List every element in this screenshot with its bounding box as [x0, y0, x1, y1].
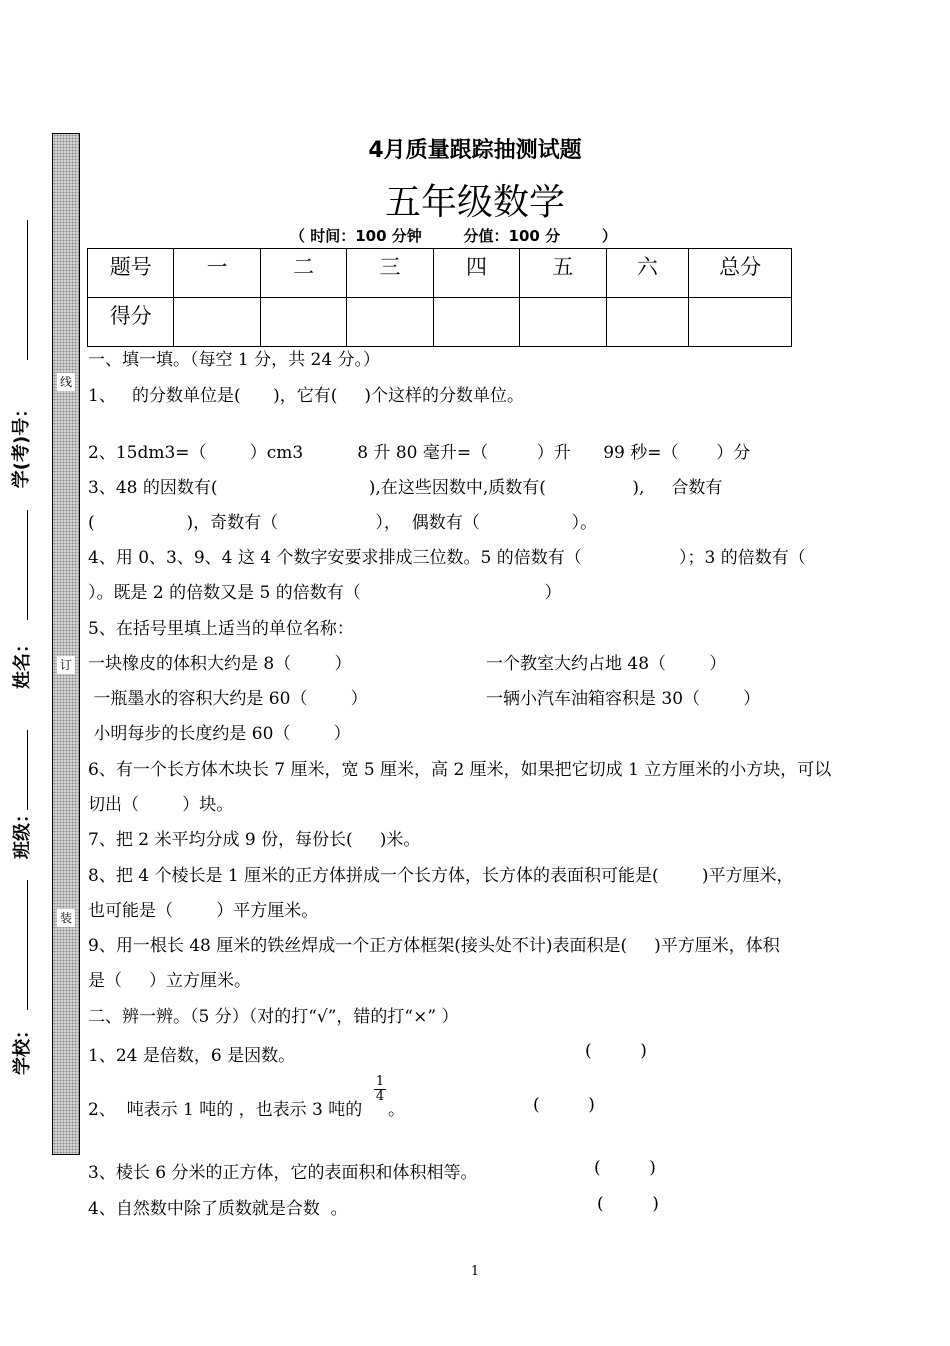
score-input-cell[interactable]: [347, 298, 433, 347]
question-line: 是（ ）立方厘米。: [88, 971, 252, 991]
table-cell: 六: [606, 249, 689, 298]
table-cell: 一: [174, 249, 260, 298]
judge-answer-blank[interactable]: ( ): [585, 1041, 647, 1061]
section1-heading: 一、填一填。（每空 1 分，共 24 分。）: [88, 350, 381, 370]
table-cell: 三: [347, 249, 433, 298]
question-line: 9、用一根长 48 厘米的铁丝焊成一个正方体框架(接头处不计)表面积是( )平方厘米，体积: [88, 936, 780, 956]
table-cell: 四: [433, 249, 519, 298]
school-label: 学校：: [12, 1021, 33, 1075]
page-number: 1: [470, 1264, 480, 1279]
question-line: 8、把 4 个棱长是 1 厘米的正方体拼成一个长方体，长方体的表面积可能是( )平方厘米，: [88, 866, 794, 886]
exam-title: 4月质量跟踪抽测试题: [368, 138, 582, 163]
question-line: 1、 的分数单位是( )，它有( )个这样的分数单位。: [88, 386, 524, 406]
judge-answer-blank[interactable]: ( ): [597, 1194, 659, 1214]
fraction-denominator: 4: [375, 1089, 385, 1104]
section2-heading: 二、辨一辨。（5 分）（对的打“√”，错的打“×” ）: [88, 1007, 459, 1027]
name-underline: [27, 510, 28, 620]
fraction-numerator: 1: [375, 1074, 385, 1089]
question-line: 也可能是（ ）平方厘米。: [88, 901, 319, 921]
cut-line-marker: 线: [57, 373, 75, 391]
class-label: 班级：: [12, 805, 33, 859]
name-label: 姓名：: [12, 635, 33, 689]
question-line: ( )，奇数有（ ）， 偶数有（ ）。: [88, 513, 598, 533]
judge-item-text: 3、棱长 6 分米的正方体，它的表面积和体积相等。: [88, 1163, 478, 1183]
question-line: 3、48 的因数有( ),在这些因数中,质数有( ), 合数有: [88, 478, 723, 498]
judge-item-text: 2、 吨表示 1 吨的 ，也表示 3 吨的: [88, 1100, 363, 1120]
judge-answer-blank[interactable]: ( ): [533, 1095, 595, 1115]
question-line: 7、把 2 米平均分成 9 份，每份长( )米。: [88, 830, 421, 850]
staple-line-marker: 订: [57, 656, 75, 674]
question-line: 一瓶墨水的容积大约是 60（ ）: [88, 689, 368, 709]
question-line: 小明每步的长度约是 60（ ）: [88, 724, 351, 744]
question-line: 一块橡皮的体积大约是 8（ ）: [88, 654, 352, 674]
table-cell: 二: [260, 249, 346, 298]
judge-item-tail: 。: [388, 1100, 405, 1120]
question-line: ）。既是 2 的倍数又是 5 的倍数有（ ）: [88, 583, 562, 603]
question-line: 6、有一个长方体木块长 7 厘米，宽 5 厘米，高 2 厘米，如果把它切成 1 立方厘米的小方块，可以: [88, 760, 832, 780]
question-line: 切出（ ）块。: [88, 795, 234, 815]
binding-strip: [52, 133, 80, 1155]
judge-item-text: 1、24 是倍数，6 是因数。: [88, 1046, 296, 1066]
table-score-row: [88, 298, 792, 347]
score-input-cell[interactable]: [433, 298, 519, 347]
score-input-cell[interactable]: [689, 298, 792, 347]
score-input-cell[interactable]: [260, 298, 346, 347]
subject-title: 五年级数学: [384, 182, 565, 223]
student-id-underline: [27, 220, 28, 360]
question-line: 2、15dm3=（ ）cm3 8 升 80 毫升=（ ）升 99 秒=（ ）分: [88, 443, 751, 463]
question-line: 一个教室大约占地 48（ ）: [486, 654, 727, 674]
question-line: 4、用 0、3、9、4 这 4 个数字安要求排成三位数。5 的倍数有（ ）；3 的倍数有（: [88, 548, 806, 568]
score-table: [87, 248, 792, 347]
fraction-one-quarter: [374, 1075, 386, 1104]
table-cell: 题号: [88, 249, 174, 298]
judge-answer-blank[interactable]: ( ): [594, 1158, 656, 1178]
question-line: 一辆小汽车油箱容积是 30（ ）: [486, 689, 761, 709]
student-id-label: 学(考)号：: [11, 399, 32, 489]
table-cell: 五: [520, 249, 606, 298]
score-input-cell[interactable]: [520, 298, 606, 347]
table-cell: 得分: [88, 298, 174, 347]
school-underline: [27, 880, 28, 1010]
judge-item-text: 4、自然数中除了质数就是合数 。: [88, 1199, 348, 1219]
class-underline: [27, 730, 28, 810]
table-header-row: [88, 249, 792, 298]
binding-marker: 装: [57, 909, 75, 927]
score-input-cell[interactable]: [174, 298, 260, 347]
score-input-cell[interactable]: [606, 298, 689, 347]
exam-info: （ 时间：100 分钟 分值：100 分 ）: [290, 227, 617, 245]
question-line: 5、在括号里填上适当的单位名称：: [88, 619, 354, 639]
table-cell: 总分: [689, 249, 792, 298]
